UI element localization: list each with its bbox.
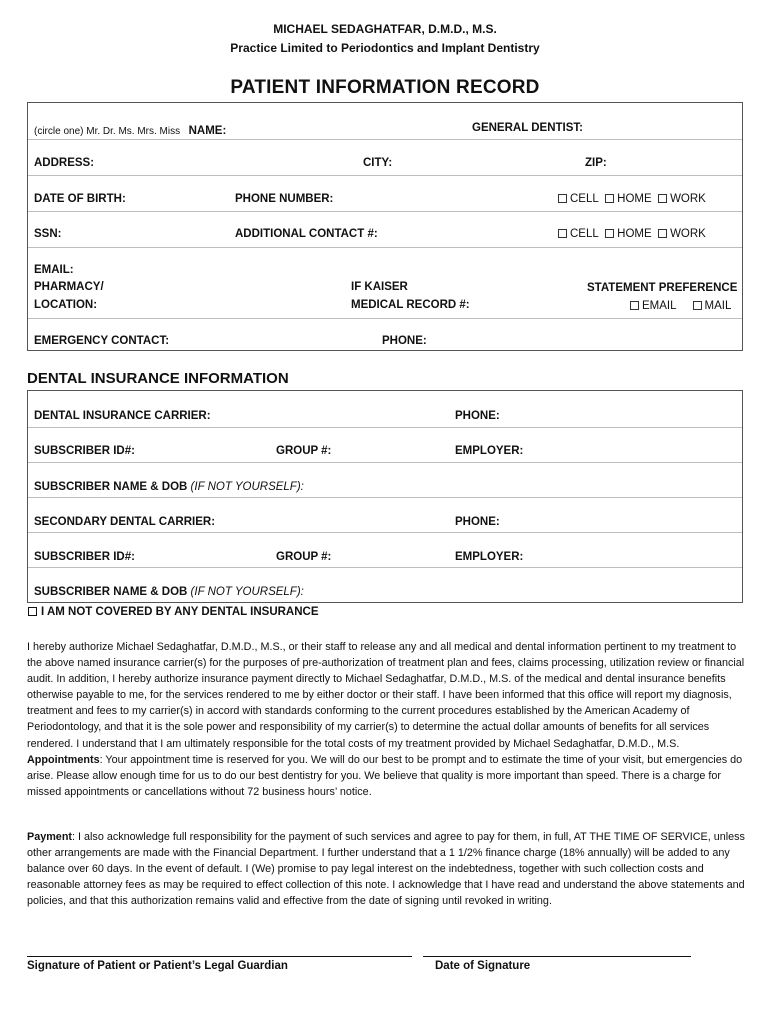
checkbox-icon <box>630 301 639 310</box>
secondary-phone-label: PHONE: <box>455 516 500 528</box>
email-checkbox[interactable] <box>630 300 677 312</box>
secondary-group-label: GROUP #: <box>276 551 332 563</box>
email-option-label: EMAIL <box>642 300 677 312</box>
checkbox-icon <box>605 194 614 203</box>
insurance-section-title: DENTAL INSURANCE INFORMATION <box>27 370 289 387</box>
checkbox-icon <box>658 194 667 203</box>
statement-options <box>630 300 731 312</box>
cell-label: CELL <box>570 193 599 205</box>
work-checkbox[interactable] <box>658 193 706 205</box>
work-checkbox[interactable] <box>658 228 706 240</box>
email-label: EMAIL: <box>34 264 74 276</box>
checkbox-icon <box>558 229 567 238</box>
address-label: ADDRESS: <box>34 157 95 169</box>
appointments-heading: Appointments <box>27 753 100 766</box>
doctor-name: MICHAEL SEDAGHATFAR, D.M.D., M.S. <box>273 22 497 36</box>
statement-preference-label: STATEMENT PREFERENCE <box>587 282 738 294</box>
phone-number-label: PHONE NUMBER: <box>235 193 334 205</box>
divider <box>28 567 742 568</box>
checkbox-icon <box>658 229 667 238</box>
checkbox-icon <box>558 194 567 203</box>
date-signature-line[interactable] <box>423 956 691 957</box>
zip-label: ZIP: <box>585 157 607 169</box>
work-label: WORK <box>670 228 706 240</box>
authorization-text: I hereby authorize Michael Sedaghatfar, D.M.D., M.S., or their staff to release any and all medical and dental information pertinent to my treatment to the above named insurance carrier(s) for the purposes of pre-authorization of treatment plan and fees, claims processing, utilization review or financial audit. In addition, I hereby authorize insurance payment directly to Michael Sedaghatfar, D.M.D., M.S. of the medical and dental insurance benefits otherwise payable to me, for the services rendered to me by either doctor or their staff. I have been informed that this office will report my diagnosis, treatment and fees to my carrier(s) in accord with standards conforming to the current procedures established by the American Academy of Periodontology, and that it is the sole power and responsibility of my carrier(s) to determine the actual dollar amounts of benefits for all services rendered. I understand that I am ultimately responsible for the total costs of my treatment provided by Michael Sedaghatfar, D.M.D., M.S. <box>27 641 745 750</box>
pharmacy-label: PHARMACY/ <box>34 281 104 293</box>
subscriber-id-label: SUBSCRIBER ID#: <box>34 445 135 457</box>
divider <box>28 427 742 428</box>
carrier-phone-label: PHONE: <box>455 410 500 422</box>
subscriber-name-label: SUBSCRIBER NAME & DOB <box>34 586 188 598</box>
subscriber-name-label: SUBSCRIBER NAME & DOB <box>34 481 188 493</box>
secondary-subscriber-id-label: SUBSCRIBER ID#: <box>34 551 135 563</box>
emergency-contact-label: EMERGENCY CONTACT: <box>34 335 170 347</box>
cell-checkbox[interactable] <box>558 228 599 240</box>
subscriber-name-field <box>34 481 304 493</box>
medical-record-label: MEDICAL RECORD #: <box>351 299 470 311</box>
if-not-yourself-note: (IF NOT YOURSELF): <box>190 481 304 493</box>
payment-paragraph <box>27 829 745 909</box>
home-checkbox[interactable] <box>605 193 652 205</box>
divider <box>28 532 742 533</box>
date-signature-label: Date of Signature <box>435 960 531 972</box>
divider <box>28 497 742 498</box>
checkbox-icon <box>693 301 702 310</box>
patient-signature-label: Signature of Patient or Patient’s Legal Guardian <box>27 960 288 972</box>
phone-type-options <box>558 193 706 205</box>
secondary-employer-label: EMPLOYER: <box>455 551 524 563</box>
home-checkbox[interactable] <box>605 228 652 240</box>
patient-signature-line[interactable] <box>27 956 412 957</box>
cell-checkbox[interactable] <box>558 193 599 205</box>
divider <box>28 175 742 176</box>
ssn-label: SSN: <box>34 228 62 240</box>
cell-label: CELL <box>570 228 599 240</box>
name-label: NAME: <box>188 125 227 137</box>
divider <box>28 318 742 319</box>
mail-option-label: MAIL <box>704 300 732 312</box>
if-kaiser-label: IF KAISER <box>351 281 408 293</box>
additional-contact-label: ADDITIONAL CONTACT #: <box>235 228 378 240</box>
divider <box>28 139 742 140</box>
salutation-options[interactable]: (circle one) Mr. Dr. Ms. Mrs. Miss <box>34 126 181 137</box>
home-label: HOME <box>617 193 652 205</box>
divider <box>28 462 742 463</box>
page-title: PATIENT INFORMATION RECORD <box>230 77 540 98</box>
employer-label: EMPLOYER: <box>455 445 524 457</box>
work-label: WORK <box>670 193 706 205</box>
dob-label: DATE OF BIRTH: <box>34 193 126 205</box>
additional-phone-type-options <box>558 228 706 240</box>
checkbox-icon <box>28 607 37 616</box>
not-covered-checkbox[interactable] <box>28 606 319 618</box>
name-field[interactable] <box>34 121 226 139</box>
home-label: HOME <box>617 228 652 240</box>
payment-text: : I also acknowledge full responsibility for the payment of such services and agree to pay for them, in full, AT THE TIME OF SERVICE, unless other arrangements are made with the Financial Department. I further understand that a 1 1/2% finance charge (18% annually) will be added to any balance over 60 days. In the event of default. I (We) promise to pay legal interest on the indebtedness, together with such collection costs and reasonable attorney fees as may be required to effect collection of this note. I acknowledge that I have read and understand the above statements and policies, and that this authorization remains valid and effective from the date of signing until revoked in writing. <box>27 831 745 908</box>
carrier-label: DENTAL INSURANCE CARRIER: <box>34 410 211 422</box>
divider <box>28 247 742 248</box>
if-not-yourself-note: (IF NOT YOURSELF): <box>190 586 304 598</box>
not-covered-label: I AM NOT COVERED BY ANY DENTAL INSURANCE <box>41 606 319 618</box>
payment-heading: Payment <box>27 831 73 843</box>
city-label: CITY: <box>363 157 393 169</box>
secondary-carrier-label: SECONDARY DENTAL CARRIER: <box>34 516 216 528</box>
emergency-phone-label: PHONE: <box>382 335 427 347</box>
group-label: GROUP #: <box>276 445 332 457</box>
authorization-paragraph <box>27 639 745 800</box>
practice-description: Practice Limited to Periodontics and Implant Dentistry <box>230 41 540 55</box>
general-dentist-label: GENERAL DENTIST: <box>472 122 583 134</box>
divider <box>28 211 742 212</box>
secondary-subscriber-name-field <box>34 586 304 598</box>
location-label: LOCATION: <box>34 299 98 311</box>
mail-checkbox[interactable] <box>693 300 732 312</box>
checkbox-icon <box>605 229 614 238</box>
appointments-text: : Your appointment time is reserved for you. We will do our best to be prompt and to estimate the time of your visit, but emergencies do arise. Please allow enough time for us to do our best dentistry for you. We believe that quality is more important than speed. There is a charge for missed appointments or cancellations without 72 business hours’ notice. <box>27 753 743 798</box>
